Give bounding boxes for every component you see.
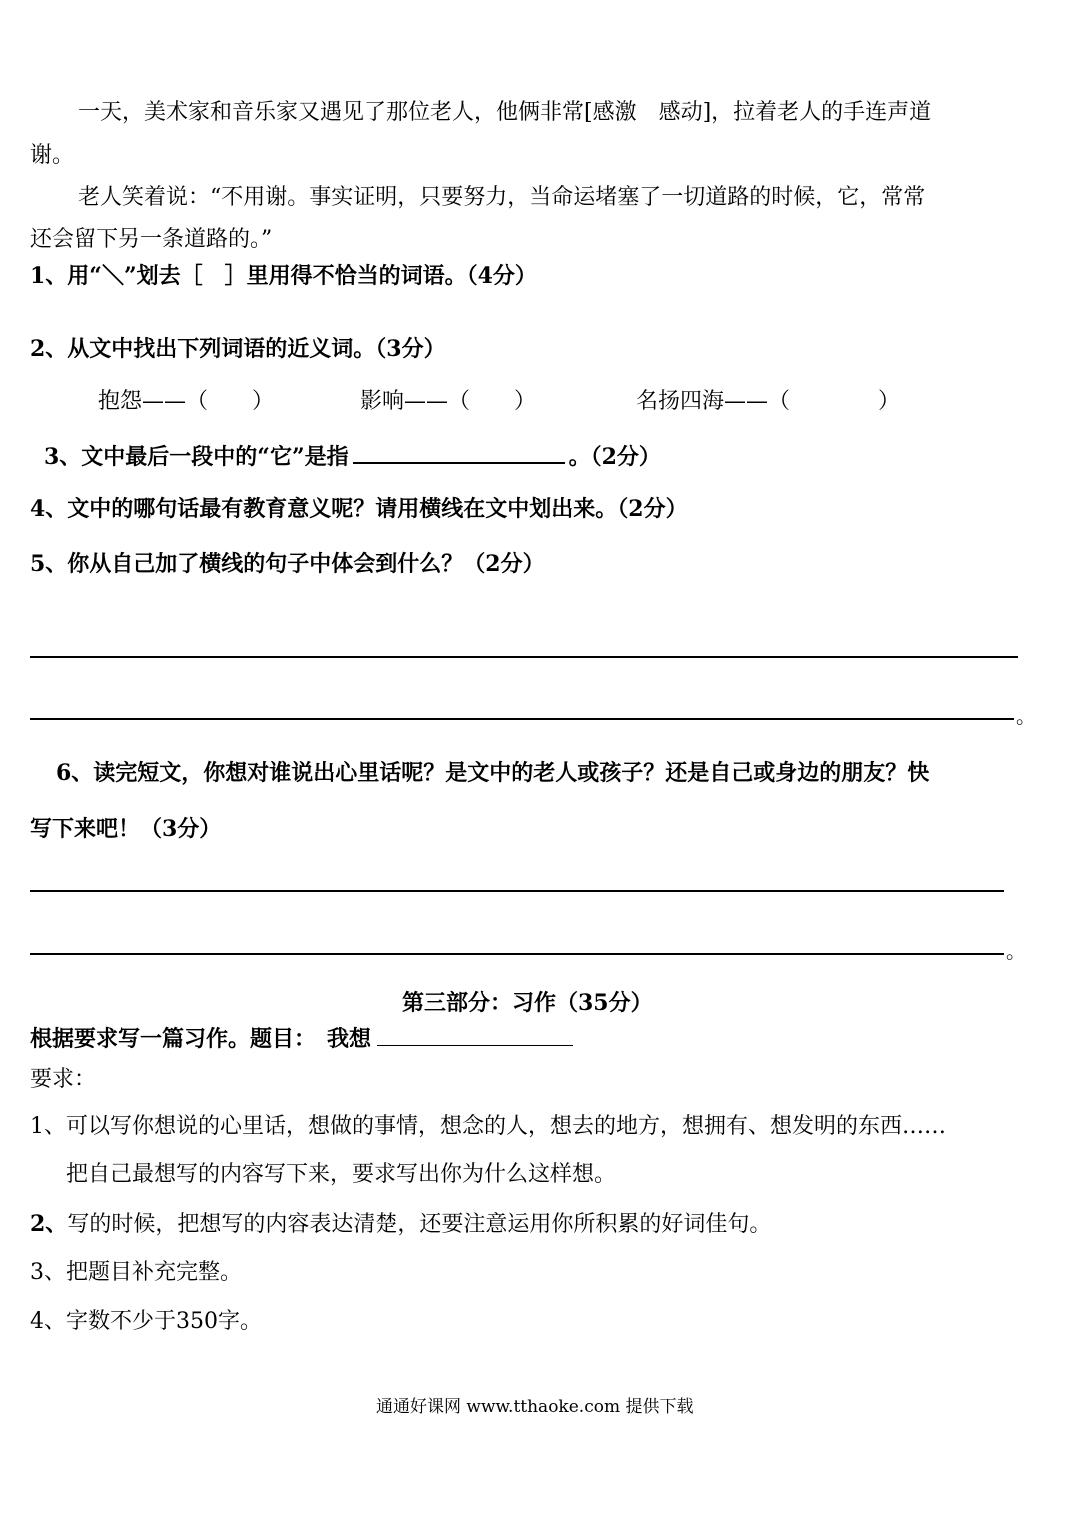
- period-mark: 。: [1006, 939, 1026, 963]
- section-heading: 第三部分：习作（35分）: [402, 990, 653, 1016]
- writing-task-text: 根据要求写一篇习作。题目： 我想: [30, 1026, 372, 1052]
- requirements-label: 要求：: [30, 1067, 97, 1092]
- title-blank[interactable]: [377, 1023, 573, 1046]
- requirement-2: [30, 1210, 771, 1239]
- question-3: [44, 440, 661, 471]
- requirement-1-cont: 把自己最想写的内容写下来，要求写出你为什么这样想。: [66, 1162, 617, 1187]
- synonym-item: 影响——（ ）: [360, 389, 537, 414]
- page-footer: 通通好课网 www.tthaoke.com 提供下载: [376, 1397, 694, 1417]
- question-4: 4、文中的哪句话最有教育意义呢？请用横线在文中划出来。（2分）: [30, 496, 688, 522]
- answer-line[interactable]: [30, 890, 1004, 892]
- question-6: 6、读完短文，你想对谁说出心里话呢？是文中的老人或孩子？还是自己或身边的朋友？快: [56, 760, 930, 786]
- period-mark: 。: [1016, 704, 1036, 728]
- synonym-item: 抱怨——（ ）: [98, 389, 275, 414]
- synonym-item: 名扬四海——（ ）: [636, 389, 901, 414]
- requirement-1: 1、可以写你想说的心里话，想做的事情，想念的人，想去的地方，想拥有、想发明的东西……: [30, 1114, 947, 1139]
- passage-line: 老人笑着说：“不用谢。事实证明，只要努力，当命运堵塞了一切道路的时候，它，常常: [78, 185, 926, 210]
- question-2: 2、从文中找出下列词语的近义词。（3分）: [30, 336, 446, 362]
- question-5: 5、你从自己加了横线的句子中体会到什么？（2分）: [30, 551, 545, 577]
- question-1: 1、用“＼”划去［ ］里用得不恰当的词语。（4分）: [30, 263, 537, 289]
- passage-line: 还会留下另一条道路的。”: [30, 227, 273, 252]
- writing-task: [30, 1023, 573, 1053]
- answer-blank[interactable]: [353, 440, 565, 464]
- question-6-cont: 写下来吧！（3分）: [30, 816, 222, 842]
- requirement-2-text: 写的时候，把想写的内容表达清楚，还要注意运用你所积累的好词佳句。: [67, 1212, 772, 1237]
- answer-line[interactable]: [30, 656, 1018, 658]
- requirement-3: 3、把题目补充完整。: [30, 1260, 242, 1285]
- answer-line[interactable]: [30, 718, 1014, 720]
- question-3-text: 3、文中最后一段中的“它”是指: [44, 444, 349, 470]
- passage-line: 一天，美术家和音乐家又遇见了那位老人，他俩非常[感激 感动]，拉着老人的手连声道: [78, 100, 932, 125]
- question-3-score: 。（2分）: [568, 444, 661, 470]
- requirement-2-number: 2、: [30, 1211, 68, 1237]
- passage-line: 谢。: [30, 143, 75, 168]
- answer-line[interactable]: [30, 953, 1004, 955]
- requirement-4: 4、字数不少于350字。: [30, 1309, 262, 1334]
